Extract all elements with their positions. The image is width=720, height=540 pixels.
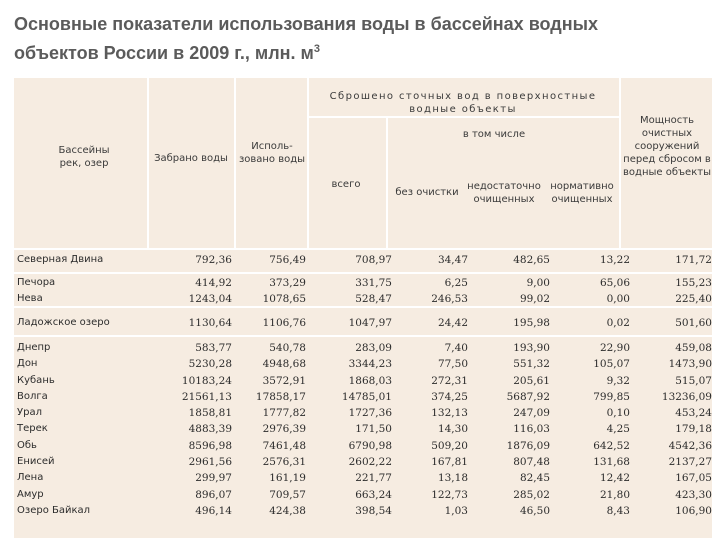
- insufficient-value: 193,90 551,32 205,61 5687,92 247,09 116,03 1876,09 807,48 82,45 285,02 46,50: [506, 342, 550, 517]
- water-usage-table: [14, 78, 712, 538]
- used-value: 373,29 1078,65: [262, 277, 306, 306]
- total-value: 283,09 3344,23 1868,03 14785,01 1727,36 171,50 6790,98 2602,22 221,77 663,24 398,54: [341, 342, 392, 517]
- header-basin: Бассейны рек, озер: [58, 145, 110, 169]
- total-value: 331,75 528,47: [355, 277, 392, 306]
- normative-value: 13,22: [599, 254, 630, 266]
- basin-name: Северная Двина: [17, 254, 104, 265]
- capacity-value: 155,23 225,40: [675, 277, 712, 306]
- untreated-value: 6,25 246,53: [431, 277, 468, 306]
- header-used: Исполь-зовано воды: [238, 141, 306, 165]
- header-including: в том числе: [462, 129, 526, 140]
- used-value: 756,49: [269, 254, 306, 266]
- withdrawn-value: 414,92 1243,04: [188, 277, 232, 306]
- basin-name: Ладожское озеро: [17, 317, 110, 328]
- row-separator: [14, 272, 712, 274]
- withdrawn-value: 792,36: [195, 254, 232, 266]
- total-value: 1047,97: [348, 317, 392, 329]
- header-discharged: Сброшено сточных вод в поверхностные водные объекты: [329, 91, 597, 115]
- capacity-value: 459,08 1473,90 515,07 13236,09 453,24 179,18 4542,36 2137,27 167,05 423,30 106,90: [661, 342, 712, 517]
- header-withdrawn: Забрано воды: [154, 153, 228, 164]
- insufficient-value: 9,00 99,02: [519, 277, 550, 306]
- insufficient-value: 195,98: [513, 317, 550, 329]
- normative-value: 0,02: [606, 317, 630, 329]
- untreated-value: 24,42: [437, 317, 468, 329]
- header-untreated: без очистки: [395, 187, 459, 198]
- basin-name: Днепр Дон Кубань Волга Урал Терек Обь Енисей Лена Амур Озеро Байкал: [17, 342, 91, 516]
- untreated-value: 7,40 77,50 272,31 374,25 132,13 14,30 509,20 167,81 13,18 122,73 1,03: [431, 342, 468, 517]
- normative-value: 65,06 0,00: [599, 277, 630, 306]
- insufficient-value: 482,65: [513, 254, 550, 266]
- header-normative: нормативно очищенных: [550, 181, 614, 205]
- row-separator: [14, 248, 712, 250]
- used-value: 1106,76: [262, 317, 306, 329]
- capacity-value: 171,72: [675, 254, 712, 266]
- used-value: 540,78 4948,68 3572,91 17858,17 1777,82 2976,39 7461,48 2576,31 161,19 709,57 424,38: [255, 342, 306, 517]
- header-insufficient: недостаточно очищенных: [467, 181, 541, 205]
- normative-value: 22,90 105,07 9,32 799,85 0,10 4,25 642,52 131,68 12,42 21,80 8,43: [593, 342, 630, 517]
- untreated-value: 34,47: [437, 254, 468, 266]
- header-total: всего: [331, 179, 361, 190]
- withdrawn-value: 1130,64: [188, 317, 232, 329]
- slide-title: Основные показатели использования воды в бассейнах водных объектов России в 2009 г., млн. $м^3$: [14, 14, 598, 63]
- capacity-value: 501,60: [675, 317, 712, 329]
- total-value: 708,97: [355, 254, 392, 266]
- withdrawn-value: 583,77 5230,28 10183,24 21561,13 1858,81 4883,39 8596,98 2961,56 299,97 896,07 496,14: [181, 342, 232, 517]
- basin-name: Печора Нева: [17, 277, 56, 305]
- header-capacity: Мощность очистных сооружений перед сбросом в водные объекты: [623, 115, 711, 178]
- row-separator: [14, 335, 712, 337]
